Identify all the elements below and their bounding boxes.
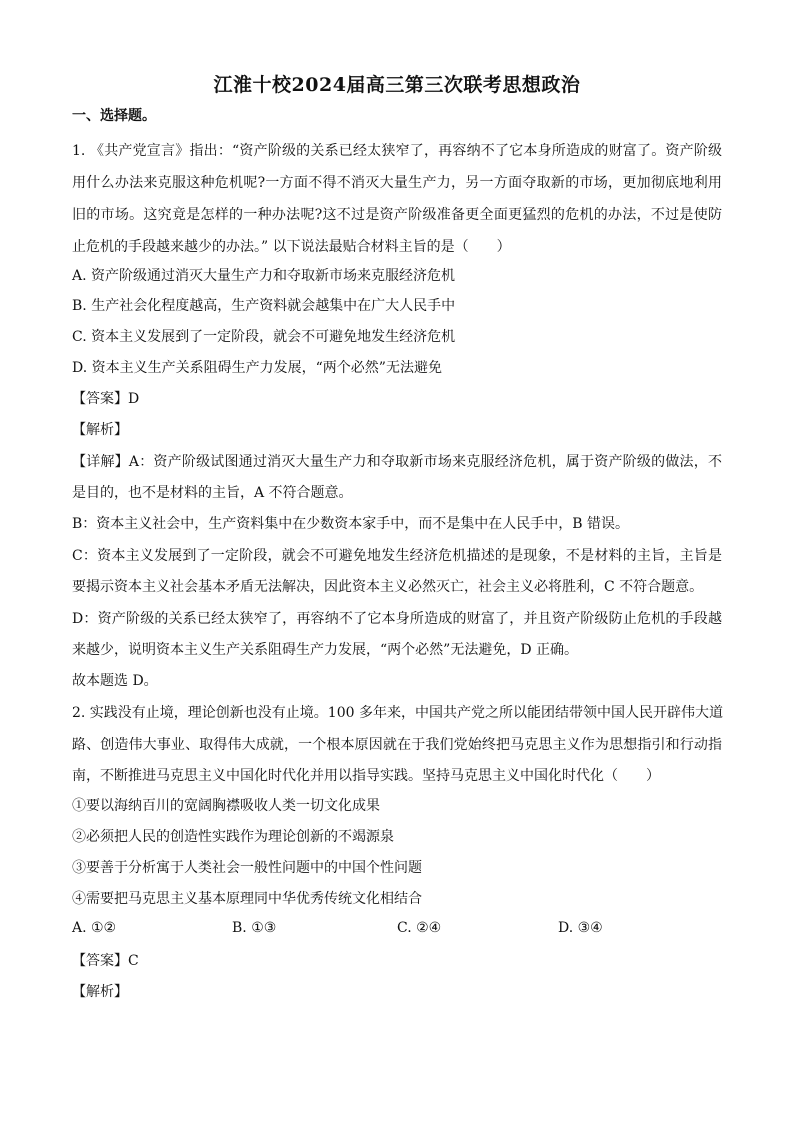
q1-stem-line: 用什么办法来克服这种危机呢?一方面不得不消灭大量生产力，另一方面夺取新的市场，更加彻底地利用 xyxy=(72,175,722,191)
q1-detail-line: B：资本主义社会中，生产资料集中在少数资本家手中，而不是集中在人民手中，B 错误。 xyxy=(72,516,630,532)
q2-item-4: ④需要把马克思主义基本原理同中华优秀传统文化相结合 xyxy=(72,891,422,907)
q1-option-d: D. 资本主义生产关系阻碍生产力发展，“两个必然”无法避免 xyxy=(72,360,442,376)
q1-detail-line: C：资本主义发展到了一定阶段，就会不可避免地发生经济危机描述的是现象，不是材料的主旨，主旨是 xyxy=(72,548,722,564)
q2-analysis-label: 【解析】 xyxy=(72,984,128,1000)
q1-detail-line: 是目的，也不是材料的主旨，A 不符合题意。 xyxy=(72,485,353,501)
q1-detail-line: 要揭示资本主义社会基本矛盾无法解决，因此资本主义必然灭亡，社会主义必将胜利，C 不符合题意。 xyxy=(72,579,704,595)
q2-stem-line: 南，不断推进马克思主义中国化时代化并用以指导实践。坚持马克思主义中国化时代化（ ） xyxy=(72,768,660,784)
q1-detail-line: 【详解】A：资产阶级试图通过消灭大量生产力和夺取新市场来克服经济危机，属于资产阶级的做法，不 xyxy=(72,454,722,470)
q2-option-c: C. ②④ xyxy=(397,920,442,936)
q1-analysis-label: 【解析】 xyxy=(72,422,128,438)
section-heading: 一、选择题。 xyxy=(72,108,156,124)
q1-option-b: B. 生产社会化程度越高，生产资料就会越集中在广大人民手中 xyxy=(72,298,456,314)
q1-detail-line: 来越少，说明资本主义生产关系阻碍生产力发展，“两个必然”无法避免，D 正确。 xyxy=(72,642,578,658)
page-title: 江淮十校2024届高三第三次联考思想政治 xyxy=(213,74,581,96)
q2-item-2: ②必须把人民的创造性实践作为理论创新的不竭源泉 xyxy=(72,829,394,845)
q1-detail-line: D：资产阶级的关系已经太狭窄了，再容纳不了它本身所造成的财富了，并且资产阶级防止危机的手段越 xyxy=(72,611,722,627)
q2-option-a: A. ①② xyxy=(72,920,117,936)
q1-stem-line: 旧的市场。这究竟是怎样的一种办法呢?这不过是资产阶级准备更全面更猛烈的危机的办法，不过是使防 xyxy=(72,207,722,223)
q1-stem-line: 1. 《共产党宣言》指出：“资产阶级的关系已经太狭窄了，再容纳不了它本身所造成的财富了。资产阶级 xyxy=(72,143,722,159)
q1-option-c: C. 资本主义发展到了一定阶段，就会不可避免地发生经济危机 xyxy=(72,329,456,345)
q1-answer: 【答案】D xyxy=(72,391,140,407)
q1-option-a: A. 资产阶级通过消灭大量生产力和夺取新市场来克服经济危机 xyxy=(72,268,456,284)
q2-item-1: ①要以海纳百川的宽阔胸襟吸收人类一切文化成果 xyxy=(72,798,380,814)
q2-answer: 【答案】C xyxy=(72,953,139,969)
q2-item-3: ③要善于分析寓于人类社会一般性问题中的中国个性问题 xyxy=(72,860,422,876)
q2-stem-line: 路、创造伟大事业、取得伟大成就，一个根本原因就在于我们党始终把马克思主义作为思想指引和行动指 xyxy=(72,737,722,753)
q1-conclusion: 故本题选 D。 xyxy=(72,673,158,689)
q2-options-row xyxy=(72,920,722,940)
q2-option-d: D. ③④ xyxy=(558,920,603,936)
q2-stem-line: 2. 实践没有止境，理论创新也没有止境。100 多年来，中国共产党之所以能团结带领中国人民开辟伟大道 xyxy=(72,705,723,721)
q1-stem-line: 止危机的手段越来越少的办法。” 以下说法最贴合材料主旨的是（ ） xyxy=(72,239,511,255)
q2-option-b: B. ①③ xyxy=(232,920,277,936)
